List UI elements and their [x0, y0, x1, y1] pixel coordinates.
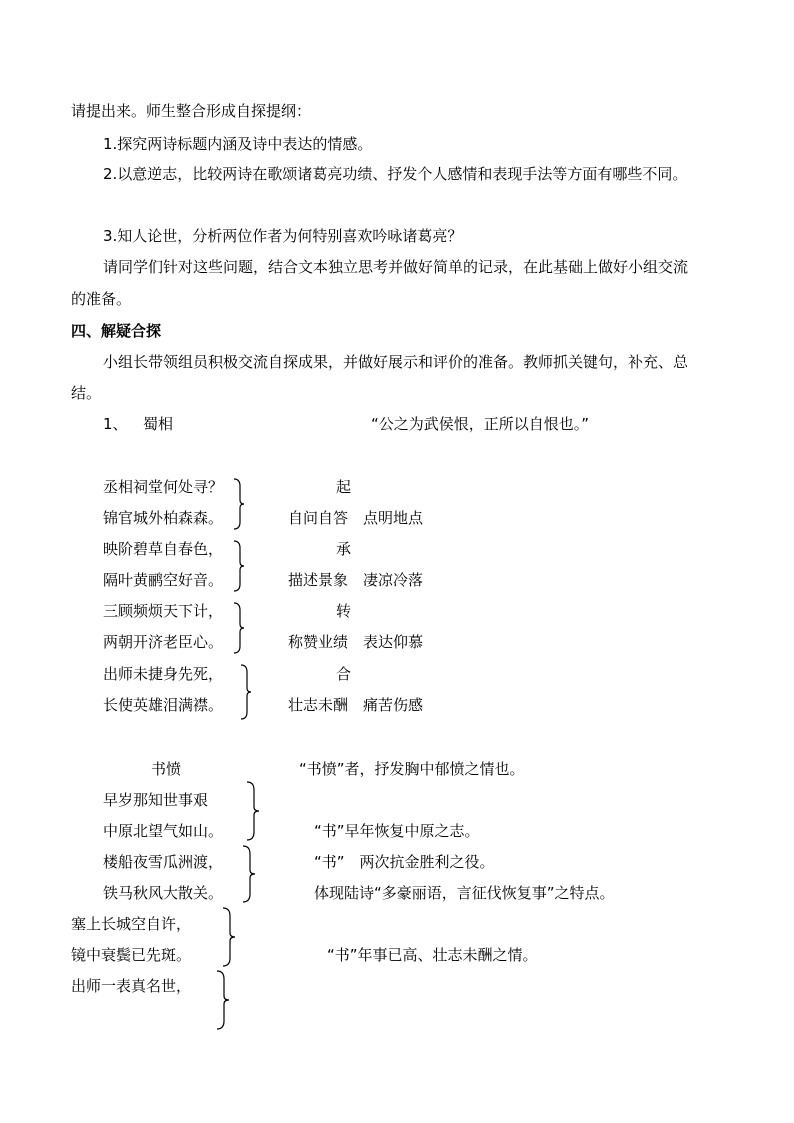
poem-line: 楼船夜雪瓜洲渡， — [103, 853, 224, 871]
poem-line: 出师一表真名世， — [71, 977, 192, 995]
structure-stage: 承 — [336, 540, 352, 558]
poem-line: 隔叶黄鹂空好音。 — [103, 571, 224, 589]
poem-line: 长使英雄泪满襟。 — [103, 696, 224, 714]
poem-line: 中原北望气如山。 — [103, 822, 224, 840]
poem-line: 两朝开济老臣心。 — [103, 633, 224, 651]
brace-icon — [233, 602, 242, 654]
poem-line: 三顾频烦天下计， — [103, 602, 224, 620]
poem-line: 映阶碧草自春色， — [103, 540, 224, 558]
poem-line: 锦官城外柏森森。 — [103, 509, 224, 527]
poem-line: 早岁那知世事艰 — [103, 791, 209, 809]
poem-line: 镜中衰鬓已先斑。 — [71, 946, 192, 964]
question-2: 2.以意逆志，比较两诗在歌颂诸葛亮功绩、抒发个人感情和表现手法等方面有哪些不同。 — [103, 165, 688, 183]
poem-number: 1、 — [103, 415, 128, 433]
structure-note: 自问自答 点明地点 — [288, 509, 424, 527]
poem-line: 铁马秋风大散关。 — [103, 884, 224, 902]
section-paragraph-line-1: 小组长带领组员积极交流自探成果，并做好展示和评价的准备。教师抓关键句，补充、总 — [103, 353, 689, 371]
poem-line: 出师未捷身先死， — [103, 665, 224, 683]
poem-line: 丞相祠堂何处寻？ — [103, 478, 224, 496]
analysis-note: “书” 两次抗金胜利之役。 — [314, 853, 495, 871]
structure-note: 称赞业绩 表达仰慕 — [288, 633, 424, 651]
analysis-note: 体现陆诗“多豪丽语，言征伐恢复事”之特点。 — [314, 884, 615, 902]
question-3: 3.知人论世，分析两位作者为何特别喜欢吟咏诸葛亮？ — [103, 227, 463, 245]
section-paragraph-line-2: 结。 — [71, 384, 102, 402]
analysis-note: “书”年事已高、壮志未酬之情。 — [327, 946, 538, 964]
poem-quote-shufen: “书愤”者，抒发胸中郁愤之情也。 — [299, 760, 525, 778]
brace-icon — [233, 478, 242, 530]
question-1: 1.探究两诗标题内涵及诗中表达的情感。 — [103, 135, 373, 153]
section-heading: 四、解疑合探 — [71, 322, 162, 340]
structure-stage: 合 — [336, 665, 352, 683]
structure-note: 壮志未酬 痛苦伤感 — [288, 696, 424, 714]
instruction-paragraph-line-1: 请同学们针对这些问题，结合文本独立思考并做好简单的记录，在此基础上做好小组交流 — [103, 258, 689, 276]
analysis-note: “书”早年恢复中原之志。 — [314, 822, 480, 840]
brace-icon — [246, 781, 255, 841]
structure-stage: 转 — [336, 602, 352, 620]
instruction-paragraph-line-2: 的准备。 — [71, 290, 132, 308]
brace-icon — [242, 845, 251, 903]
brace-icon — [222, 907, 231, 967]
brace-icon — [233, 540, 242, 592]
structure-note: 描述景象 凄凉冷落 — [288, 571, 424, 589]
poem-quote-shuxiang: “公之为武侯恨，正所以自恨也。” — [371, 415, 590, 433]
structure-stage: 起 — [336, 478, 352, 496]
intro-line: 请提出来。师生整合形成自探提纲： — [71, 102, 312, 120]
brace-icon — [216, 970, 225, 1030]
poem-title-shufen: 书愤 — [151, 760, 182, 778]
brace-icon — [240, 664, 249, 720]
poem-line: 塞上长城空自许， — [71, 915, 192, 933]
poem-title-shuxiang: 蜀相 — [143, 415, 174, 433]
